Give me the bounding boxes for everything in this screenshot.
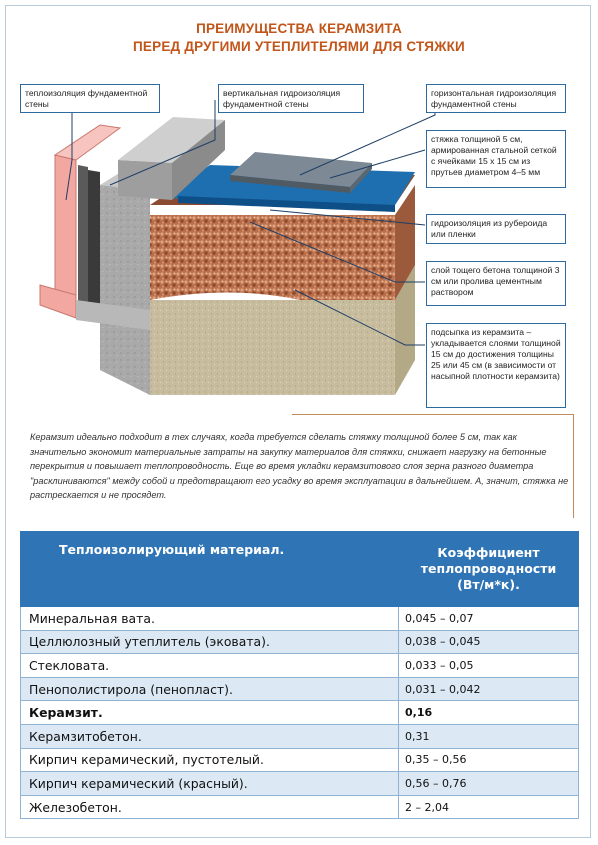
material-cell: Железобетон. (21, 795, 399, 819)
table-row (21, 677, 579, 701)
table-row (21, 748, 579, 772)
material-cell: Кирпич керамический (красный). (21, 772, 399, 796)
material-cell: Целлюлозный утеплитель (эковата). (21, 630, 399, 654)
callout-roofing-film: гидроизоляция из рубероида или пленки (426, 214, 566, 244)
material-cell: Кирпич керамический, пустотелый. (21, 748, 399, 772)
table-row (21, 772, 579, 796)
table-row (21, 654, 579, 678)
wall-insulation (55, 155, 76, 310)
value-cell: 0,038 – 0,045 (399, 630, 579, 654)
table-header-row (21, 532, 579, 607)
callout-wall-insulation: теплоизоляция фундаментной стены (20, 84, 160, 113)
thermal-conductivity-table (20, 531, 579, 819)
callout-vertical-waterproofing: вертикальная гидроизоляция фундаментной стены (218, 84, 364, 113)
header-coefficient: Коэффициент теплопроводности (Вт/м*к). (399, 532, 579, 607)
callout-screed: стяжка толщиной 5 см, армированная стальной сеткой с ячейками 15 х 15 см из прутьев диаметром 4–5 мм (426, 130, 566, 188)
title-line-1: ПРЕИМУЩЕСТВА КЕРАМЗИТА (196, 21, 402, 36)
value-cell: 0,16 (399, 701, 579, 725)
value-cell: 0,031 – 0,042 (399, 677, 579, 701)
material-cell: Минеральная вата. (21, 607, 399, 631)
header-material: Теплоизолирующий материал. (21, 532, 399, 607)
table-row (21, 630, 579, 654)
value-cell: 2 – 2,04 (399, 795, 579, 819)
value-cell: 0,31 (399, 724, 579, 748)
foundation-wall (100, 185, 150, 395)
value-cell: 0,033 – 0,05 (399, 654, 579, 678)
material-cell: Стекловата. (21, 654, 399, 678)
table-row (21, 724, 579, 748)
soil-layer (150, 300, 395, 395)
expanded-clay-layer (150, 215, 395, 300)
table-row (21, 795, 579, 819)
description-text: Керамзит идеально подходит в тех случаях, когда требуется сделать стяжку толщиной более 5 см, так как значительно экономит материальные затраты на закупку материалов для стяжки, снижает нагрузку на бетонные перекрытия и повышает теплопроводность. Еще во время укладки керамзитового слоя зерна разного диаметра "расклиниваются" между собой и предотвращают его усадку во время эксплуатации в дальнейшем. А, значит, стяжка не растрескается и не просядет. (30, 432, 569, 501)
callout-lean-concrete: слой тощего бетона толщиной 3 см или пролива цементным раствором (426, 261, 566, 306)
value-cell: 0,56 – 0,76 (399, 772, 579, 796)
material-cell: Пенополистирола (пенопласт). (21, 677, 399, 701)
value-cell: 0,35 – 0,56 (399, 748, 579, 772)
table-row (21, 607, 579, 631)
callout-expanded-clay: подсыпка из керамзита – укладывается слоями толщиной 15 см до достижения толщины 25 или 45 см (в зависимости от насыпной плотности керамзита) (426, 323, 566, 408)
table-row-highlighted (21, 701, 579, 725)
title-line-2: ПЕРЕД ДРУГИМИ УТЕПЛИТЕЛЯМИ ДЛЯ СТЯЖКИ (133, 39, 465, 54)
material-cell: Керамзит. (21, 701, 399, 725)
callout-horizontal-waterproofing: горизонтальная гидроизоляция фундаментной стены (426, 84, 566, 113)
value-cell: 0,045 – 0,07 (399, 607, 579, 631)
material-cell: Керамзитобетон. (21, 724, 399, 748)
